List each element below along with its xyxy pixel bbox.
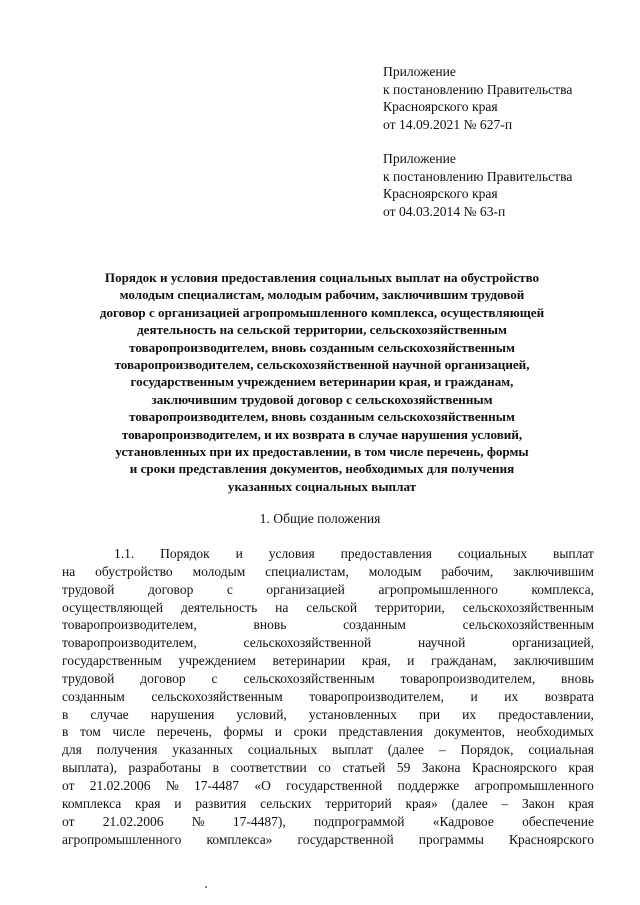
word: Закон: [521, 795, 555, 811]
word: (далее: [451, 795, 488, 811]
paragraph-line: [62, 759, 594, 777]
word: вновь: [253, 617, 287, 633]
word: государственным: [62, 653, 162, 669]
paragraph-line: [62, 599, 594, 617]
word: комплекса»: [206, 831, 273, 847]
word: территорий: [325, 795, 392, 811]
word: молодым: [368, 563, 422, 579]
word: программы: [418, 831, 484, 847]
word: «О: [254, 777, 271, 793]
paragraph-line: [62, 563, 594, 581]
word: сельскохозяйственным: [151, 688, 283, 704]
word: гражданам,: [431, 653, 497, 669]
word: указанных: [172, 742, 233, 758]
word: договор: [140, 670, 186, 686]
word: сельскохозяйственным: [243, 670, 375, 686]
word: и: [274, 724, 282, 740]
title-line: молодым специалистам, молодым рабочим, заключившим трудовой: [119, 287, 525, 303]
word: Порядок,: [460, 742, 514, 758]
word: развития: [195, 795, 247, 811]
word: формы: [223, 724, 264, 740]
word: договор: [147, 581, 194, 597]
title-line: государственным учреждением ветеринарии края, и гражданам,: [130, 374, 514, 390]
word: выплат: [552, 546, 594, 561]
word: их: [504, 688, 519, 704]
word: трудовой: [62, 581, 115, 597]
paragraph-line: [62, 652, 594, 670]
word: края»: [405, 795, 438, 811]
word: предоставлении,: [498, 706, 594, 722]
word: Закона: [421, 760, 461, 776]
paragraph-1-1: [62, 545, 594, 848]
word: товаропроизводителем,: [62, 635, 197, 651]
word: агропромышленного: [378, 581, 498, 597]
paragraph-line: [62, 795, 594, 813]
word: края: [568, 760, 594, 776]
word: 21.02.2006: [102, 813, 164, 829]
word: условий,: [236, 706, 287, 722]
section-heading: 1. Общие положения: [259, 511, 381, 526]
title-line: и сроки представления документов, необходимых для получения: [129, 461, 515, 477]
word: комплекса,: [531, 581, 594, 597]
word: представления: [338, 724, 423, 740]
word: от: [62, 777, 75, 793]
word: Красноярского: [509, 831, 594, 847]
word: агропромышленного: [62, 831, 182, 847]
word: с: [226, 581, 233, 597]
word: выплат: [331, 742, 373, 758]
appendix-line: к постановлению Правительства: [383, 81, 573, 97]
word: 1.1.: [114, 546, 135, 561]
title-line: договор с организацией агропромышленного комплекса, осуществляющей: [99, 304, 545, 320]
appendix-label: Приложение: [383, 151, 456, 166]
word: установленных: [308, 706, 397, 722]
word: разработаны: [128, 760, 202, 776]
word: и: [470, 688, 478, 704]
word: числе: [112, 724, 146, 740]
title-line: установленных при их предоставлении, в том числе перечень, формы: [115, 444, 529, 460]
word: их: [462, 706, 477, 722]
word: края,: [361, 653, 391, 669]
appendix-label: Приложение: [383, 64, 456, 79]
word: деятельность: [181, 599, 258, 615]
word: подпрограммой: [313, 813, 405, 829]
paragraph-line: [62, 723, 594, 741]
word: 59: [396, 760, 411, 776]
paragraph-line: [62, 813, 594, 831]
title-line: товаропроизводителем, и их возврата в случае нарушения условий,: [121, 426, 523, 442]
word: комплекса: [62, 795, 122, 811]
word: вновь: [561, 670, 594, 686]
paragraph-line: [62, 831, 594, 849]
word: ветеринарии: [272, 653, 346, 669]
word: и: [174, 795, 182, 811]
word: агропромышленного: [474, 777, 594, 793]
word: 21.02.2006: [89, 777, 151, 793]
word: (далее: [387, 742, 424, 758]
paragraph-line: [62, 581, 594, 599]
word: от: [62, 813, 75, 829]
word: товаропроизводителем,: [62, 617, 197, 633]
word: возврата: [544, 688, 594, 704]
word: осуществляющей: [62, 599, 164, 615]
title-line: заключившим трудовой договор с сельскохозяйственным: [151, 391, 493, 407]
word: государственной: [297, 831, 394, 847]
word: случае: [90, 706, 129, 722]
word: молодым: [192, 563, 246, 579]
word: –: [501, 795, 509, 811]
word: для: [62, 742, 82, 758]
appendix-block-2021: [383, 63, 628, 133]
word: документов,: [434, 724, 505, 740]
word: организацией,: [512, 635, 594, 651]
word: предоставления: [340, 546, 432, 561]
word: статьей: [342, 760, 386, 776]
word: №: [191, 813, 205, 829]
word: поддержке: [397, 777, 460, 793]
word: социальных: [247, 742, 318, 758]
appendix-line: к постановлению Правительства: [383, 168, 573, 184]
title-line: товаропроизводителем, вновь созданным сельскохозяйственным: [129, 339, 515, 355]
title-line: указанных социальных выплат: [227, 478, 417, 494]
word: обустройство: [95, 563, 173, 579]
paragraph-line: [62, 616, 594, 634]
word: территории,: [375, 599, 445, 615]
title-line: Порядок и условия предоставления социальных выплат на обустройство: [104, 270, 540, 285]
word: сельской: [306, 599, 358, 615]
word: учреждением: [178, 653, 256, 669]
word: при: [418, 706, 441, 722]
word: края: [568, 795, 594, 811]
word: на: [275, 599, 289, 615]
word: с: [211, 670, 218, 686]
word: обеспечение: [522, 813, 594, 829]
word: сроки: [293, 724, 327, 740]
word: №: [165, 777, 179, 793]
appendix-line: Красноярского края: [383, 186, 498, 201]
word: заключившим: [513, 563, 594, 579]
appendix-date-number: от 14.09.2021 № 627-п: [383, 116, 513, 132]
word: заключившим: [513, 653, 594, 669]
word: товаропроизводителем,: [400, 670, 536, 686]
appendix-line: Красноярского края: [383, 99, 498, 114]
word: сельскохозяйственной: [243, 635, 372, 651]
word: в: [212, 760, 219, 776]
title-line: деятельность на сельской территории, сельскохозяйственным: [137, 322, 507, 338]
word: «Кадровое: [432, 813, 494, 829]
word: и: [235, 546, 243, 561]
scan-speck: [205, 886, 207, 888]
title-line: товаропроизводителем, вновь созданным сельскохозяйственным: [129, 409, 515, 425]
word: сельскохозяйственным: [462, 617, 594, 633]
paragraph-line: [62, 688, 594, 706]
title-line: товаропроизводителем, сельскохозяйственной научной организацией,: [114, 357, 530, 373]
word: созданным: [343, 617, 406, 633]
word: на: [62, 563, 76, 579]
word: рабочим,: [441, 563, 494, 579]
word: трудовой: [62, 670, 115, 686]
document-title: [62, 269, 582, 495]
word: со: [318, 760, 331, 776]
word: нарушения: [150, 706, 215, 722]
word: товаропроизводителем,: [309, 688, 444, 704]
word: научной: [418, 635, 466, 651]
word: 17-4487),: [232, 813, 286, 829]
word: выплата),: [62, 760, 117, 776]
paragraph-line: [62, 545, 594, 563]
word: организацией: [266, 581, 345, 597]
paragraph-line: [62, 706, 594, 724]
word: том: [79, 724, 101, 740]
word: условия: [268, 546, 315, 561]
word: получения: [96, 742, 158, 758]
word: государственной: [286, 777, 383, 793]
word: 17-4487: [194, 777, 240, 793]
word: соответствии: [230, 760, 307, 776]
appendix-date-number: от 04.03.2014 № 63-п: [383, 203, 506, 219]
word: сельскохозяйственным: [462, 599, 594, 615]
word: сельских: [260, 795, 312, 811]
word: края: [135, 795, 161, 811]
word: социальных: [457, 546, 528, 561]
paragraph-line: [62, 741, 594, 759]
appendix-block-2014: [383, 150, 628, 220]
word: и: [407, 653, 415, 669]
paragraph-line: [62, 670, 594, 688]
word: в: [62, 724, 69, 740]
word: Порядок: [160, 546, 210, 561]
word: –: [438, 742, 446, 758]
paragraph-line: [62, 634, 594, 652]
paragraph-line: [62, 777, 594, 795]
word: Красноярского: [471, 760, 557, 776]
word: в: [62, 706, 69, 722]
word: социальная: [528, 742, 594, 758]
word: перечень,: [156, 724, 212, 740]
word: специалистам,: [265, 563, 349, 579]
word: созданным: [62, 688, 125, 704]
word: необходимых: [516, 724, 594, 740]
